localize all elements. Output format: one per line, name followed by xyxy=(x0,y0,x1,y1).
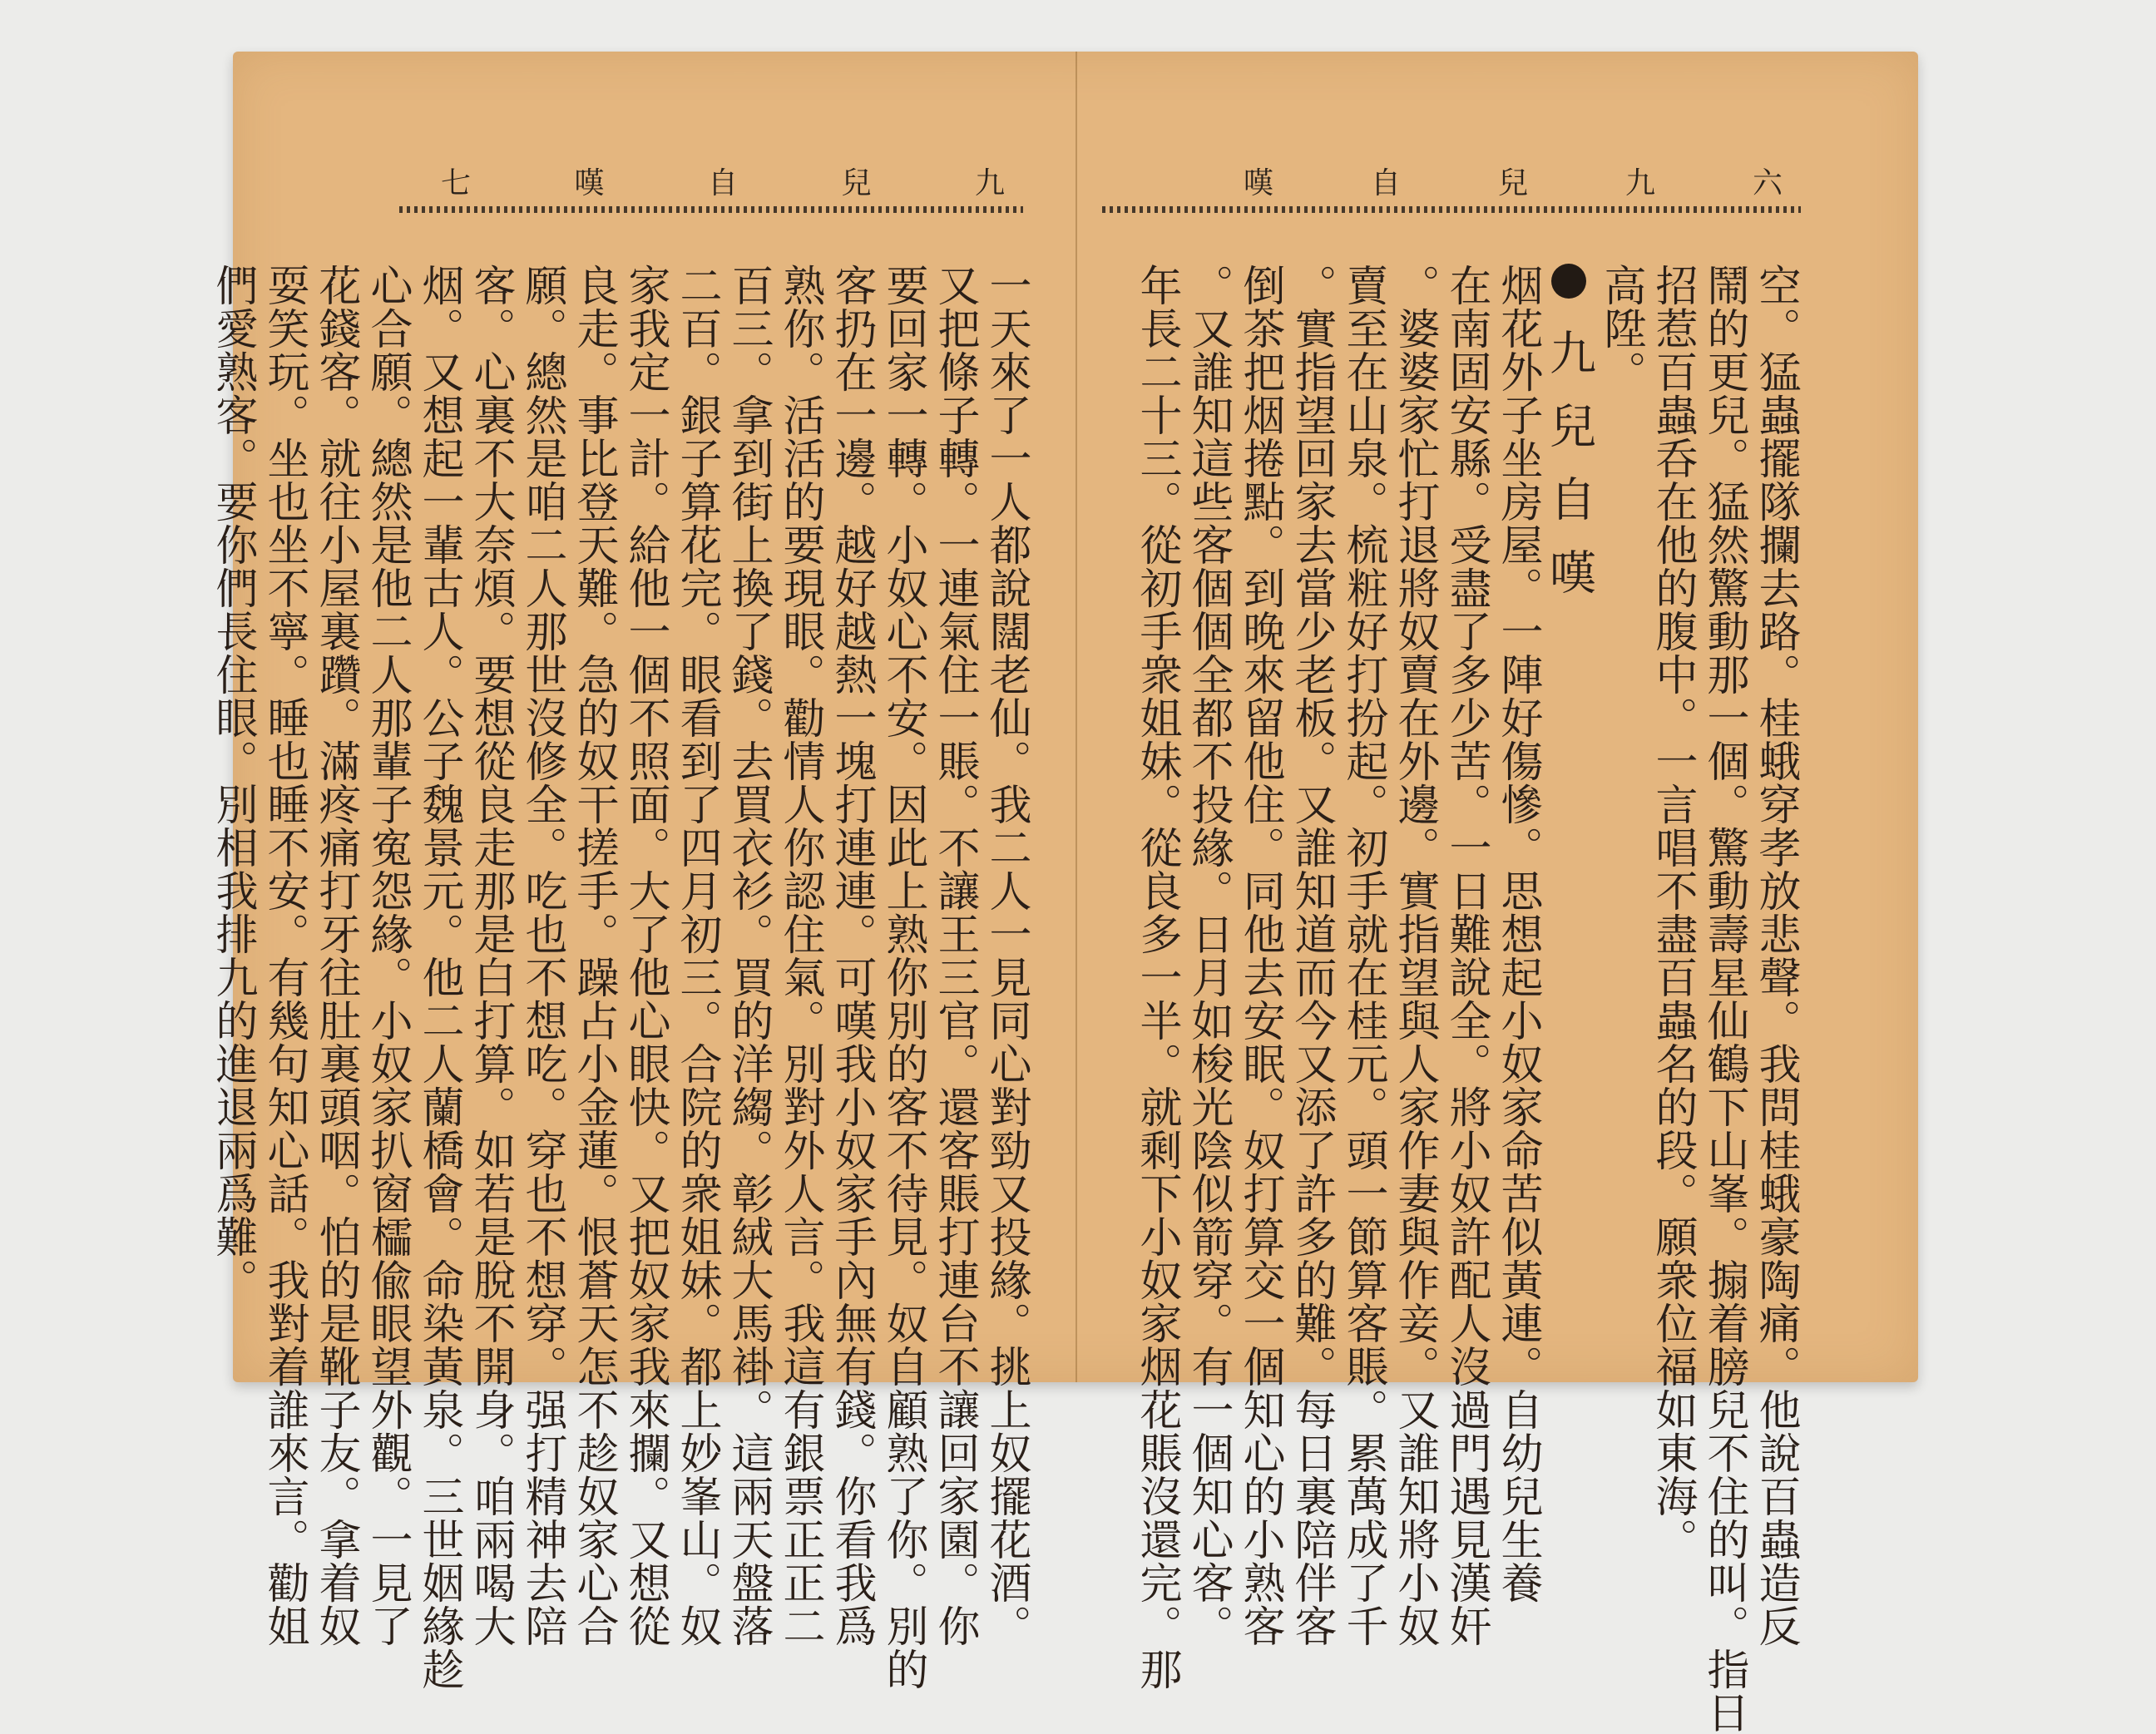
left-head-rule xyxy=(399,206,1023,213)
left-page xyxy=(208,52,1076,1691)
text-column: 賣至在山泉。梳粧好打扮起。初手就在桂元。頭一節算客賬。累萬成了千 xyxy=(1338,264,1387,1648)
left-body-text xyxy=(208,264,1031,1691)
text-column: 鬧的更兒。猛然驚動那一個。驚動壽星仙鶴下山峯。搧着膀兒不住的叫。指日 xyxy=(1699,264,1748,1734)
text-column: 花錢客。就往小屋裏躦。滿疼痛打牙往肚裏頭咽。怕的是靴子友。拿着奴 xyxy=(311,264,360,1648)
text-column: 們愛熟客。要你們長住眼。別相我排九的進退兩爲難。 xyxy=(208,264,257,1302)
text-column: 在南固安縣。受盡了多少苦。一日難說全。將小奴許配人沒過門遇見漢奸 xyxy=(1441,264,1491,1648)
section-title-text: 九兒自嘆 xyxy=(1542,329,1596,621)
text-column: 。實指望回家去當少老板。又誰知道而今又添了許多的難。每日裏陪伴客 xyxy=(1287,264,1336,1648)
text-column: 熟你。活活的要現眼。勸情人你認住氣。別對外人言。我這有銀票正正二 xyxy=(775,264,824,1648)
text-column: 空。猛蟲擺隊攔去路。桂蛾穿孝放悲聲。我問桂蛾豪陶痛。他說百蟲造反 xyxy=(1751,264,1800,1648)
text-column: 烟。又想起一輩古人。公子魏景元。他二人蘭橋會。命染黃泉。三世姻緣趁 xyxy=(414,264,463,1691)
right-head-char: 六 xyxy=(1752,166,1784,200)
left-head-char: 自 xyxy=(707,166,739,200)
right-head-char: 嘆 xyxy=(1244,166,1276,200)
left-head-char: 嘆 xyxy=(574,166,606,200)
text-column: 招惹百蟲呑在他的腹中。一言唱不盡百蟲名的段。願衆位福如東海。 xyxy=(1648,264,1697,1561)
text-column: 願。總然是咱二人那世沒修全。吃也不想吃。穿也不想穿。强打精神去陪 xyxy=(517,264,566,1648)
text-column: 心合願。總然是他二人那輩子寃怨緣。小奴家扒窗櫺偸眼望外觀。一見了 xyxy=(363,264,412,1648)
text-column: 良走。事比登天難。急的奴干搓手。躁占小金蓮。恨蒼天怎不趁奴家心合 xyxy=(569,264,618,1648)
section-title xyxy=(1543,264,1595,1361)
right-head-rule xyxy=(1102,206,1801,213)
text-column: 客。心裏不大奈煩。要想從良走那是白打算。如若是脫不開身。咱兩喝大 xyxy=(466,264,515,1648)
right-head-char: 自 xyxy=(1370,166,1402,200)
left-head-char: 七 xyxy=(441,166,473,200)
text-column: 客扔在一邊。越好越熱一塊打連連。可嘆我小奴家手內無有錢。你看我爲 xyxy=(827,264,876,1648)
right-running-head xyxy=(1244,160,1784,202)
right-head-char: 兒 xyxy=(1497,166,1530,200)
text-column: 百三。拿到街上換了錢。去買衣衫。買的洋縐。彰絨大馬褂。這兩天盤落 xyxy=(724,264,773,1648)
text-column: 。婆婆家忙打退將奴賣在外邊。實指望與人家作妻與作妾。又誰知將小奴 xyxy=(1390,264,1439,1648)
left-head-char: 兒 xyxy=(841,166,873,200)
text-column: 倒茶把烟捲點。到晚來留他住。同他去安眠。奴打算交一個知心的小熟客 xyxy=(1235,264,1284,1648)
open-book xyxy=(208,52,1918,1734)
bullet-dot-icon xyxy=(1551,264,1586,299)
text-column: 烟花外子坐房屋。一陣好傷慘。思想起小奴家命苦似黃連。自幼兒生養 xyxy=(1493,264,1542,1604)
right-body-text xyxy=(1102,264,1801,1734)
text-column: 耍笑玩。坐也坐不寧。睡也睡不安。有幾句知心話。我對着誰來言。勸姐 xyxy=(260,264,309,1648)
text-column: 要回家一轉。小奴心不安。因此上熟你別的客不待見。奴自顧熟了你。別的 xyxy=(878,264,927,1691)
text-column: 高陞。 xyxy=(1596,264,1645,393)
right-page xyxy=(1077,52,1918,1734)
left-head-char: 九 xyxy=(974,166,1006,200)
text-column: 。又誰知這些客個個全都不投緣。日月如梭光陰似箭穿。有一個知心客。 xyxy=(1184,264,1233,1648)
text-column: 二百。銀子算花完。眼看到了四月初三。合院的衆姐妹。都上妙峯山。奴 xyxy=(672,264,721,1648)
text-column: 又把條子轉。一連氣住一賬。不讓王三官。還客賬打連台不讓回家園。你 xyxy=(930,264,979,1648)
text-column: 家我定一計。給他一個不照面。大了他心眼快。又把奴家我來攔。又想從 xyxy=(621,264,670,1648)
text-column: 年長二十三。從初手衆姐妹。從良多一半。就剩下小奴家烟花賬沒還完。那 xyxy=(1132,264,1181,1691)
left-running-head xyxy=(441,160,1006,202)
text-column: 一天來了一人都說闊老仙。我二人一見同心對勁又投緣。挑上奴擺花酒。 xyxy=(982,264,1031,1648)
right-head-char: 九 xyxy=(1624,166,1657,200)
